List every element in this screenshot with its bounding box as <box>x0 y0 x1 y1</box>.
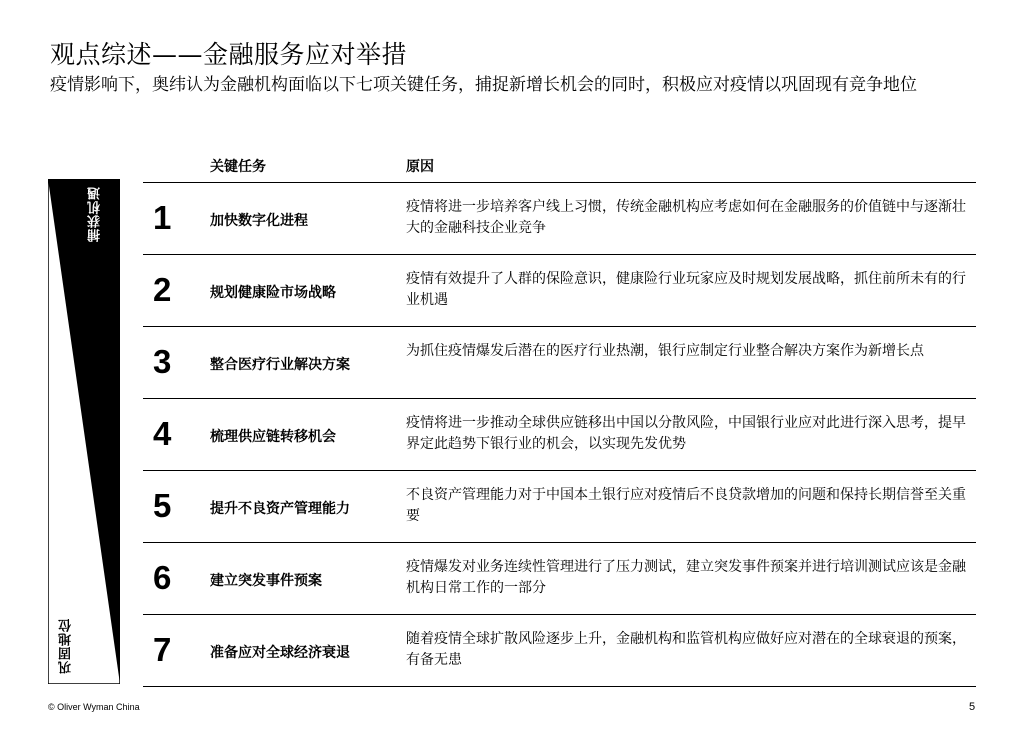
copyright-text: © Oliver Wyman China <box>48 702 140 712</box>
row-number: 1 <box>153 199 172 236</box>
row-reason: 为抓住疫情爆发后潜在的医疗行业热潮，银行应制定行业整合解决方案作为新增长点 <box>406 343 924 359</box>
row-task: 梳理供应链转移机会 <box>210 429 336 445</box>
table-row <box>143 542 976 614</box>
row-reason: 疫情有效提升了人群的保险意识，健康险行业玩家应及时规划发展战略，抓住前所未有的行业机遇 <box>406 271 966 308</box>
row-task: 加快数字化进程 <box>210 213 308 229</box>
row-number: 2 <box>153 271 172 308</box>
row-reason: 疫情爆发对业务连续性管理进行了压力测试，建立突发事件预案并进行培训测试应该是金融机构日常工作的一部分 <box>406 559 966 596</box>
side-label-capture: 捕获机遇 <box>88 186 103 242</box>
table-row <box>143 470 976 542</box>
table-row <box>143 182 976 254</box>
row-reason: 随着疫情全球扩散风险逐步上升，金融机构和监管机构应做好应对潜在的全球衰退的预案，有备无患 <box>406 631 966 668</box>
row-task: 建立突发事件预案 <box>210 573 322 589</box>
row-task: 提升不良资产管理能力 <box>210 501 350 517</box>
table-row <box>143 398 976 470</box>
opportunity-wedge <box>48 179 120 684</box>
page-number: 5 <box>969 701 976 713</box>
row-number: 3 <box>153 343 172 380</box>
row-number: 4 <box>153 415 172 452</box>
row-number: 5 <box>153 487 172 524</box>
table-row <box>143 326 976 398</box>
row-reason: 疫情将进一步推动全球供应链移出中国以分散风险，中国银行业应对此进行深入思考，提早界定此趋势下银行业的机会，以实现先发优势 <box>406 415 966 452</box>
side-label-consolidate: 巩固地位 <box>59 618 74 674</box>
row-task: 准备应对全球经济衰退 <box>210 645 350 661</box>
column-header-reason: 原因 <box>406 159 434 175</box>
task-table <box>143 182 976 687</box>
table-row <box>143 254 976 326</box>
column-header-task: 关键任务 <box>210 159 266 175</box>
row-task: 规划健康险市场战略 <box>210 285 336 301</box>
row-reason: 不良资产管理能力对于中国本土银行应对疫情后不良贷款增加的问题和保持长期信誉至关重要 <box>406 487 966 524</box>
table-row <box>143 614 976 687</box>
row-number: 6 <box>153 559 172 596</box>
row-task: 整合医疗行业解决方案 <box>210 357 350 373</box>
page-subtitle: 疫情影响下，奥纬认为金融机构面临以下七项关键任务，捕捉新增长机会的同时，积极应对疫情以巩固现有竞争地位 <box>50 75 917 95</box>
row-number: 7 <box>153 631 172 668</box>
row-reason: 疫情将进一步培养客户线上习惯，传统金融机构应考虑如何在金融服务的价值链中与逐渐壮大的金融科技企业竞争 <box>406 199 966 236</box>
page-title: 观点综述——金融服务应对举措 <box>50 40 408 69</box>
